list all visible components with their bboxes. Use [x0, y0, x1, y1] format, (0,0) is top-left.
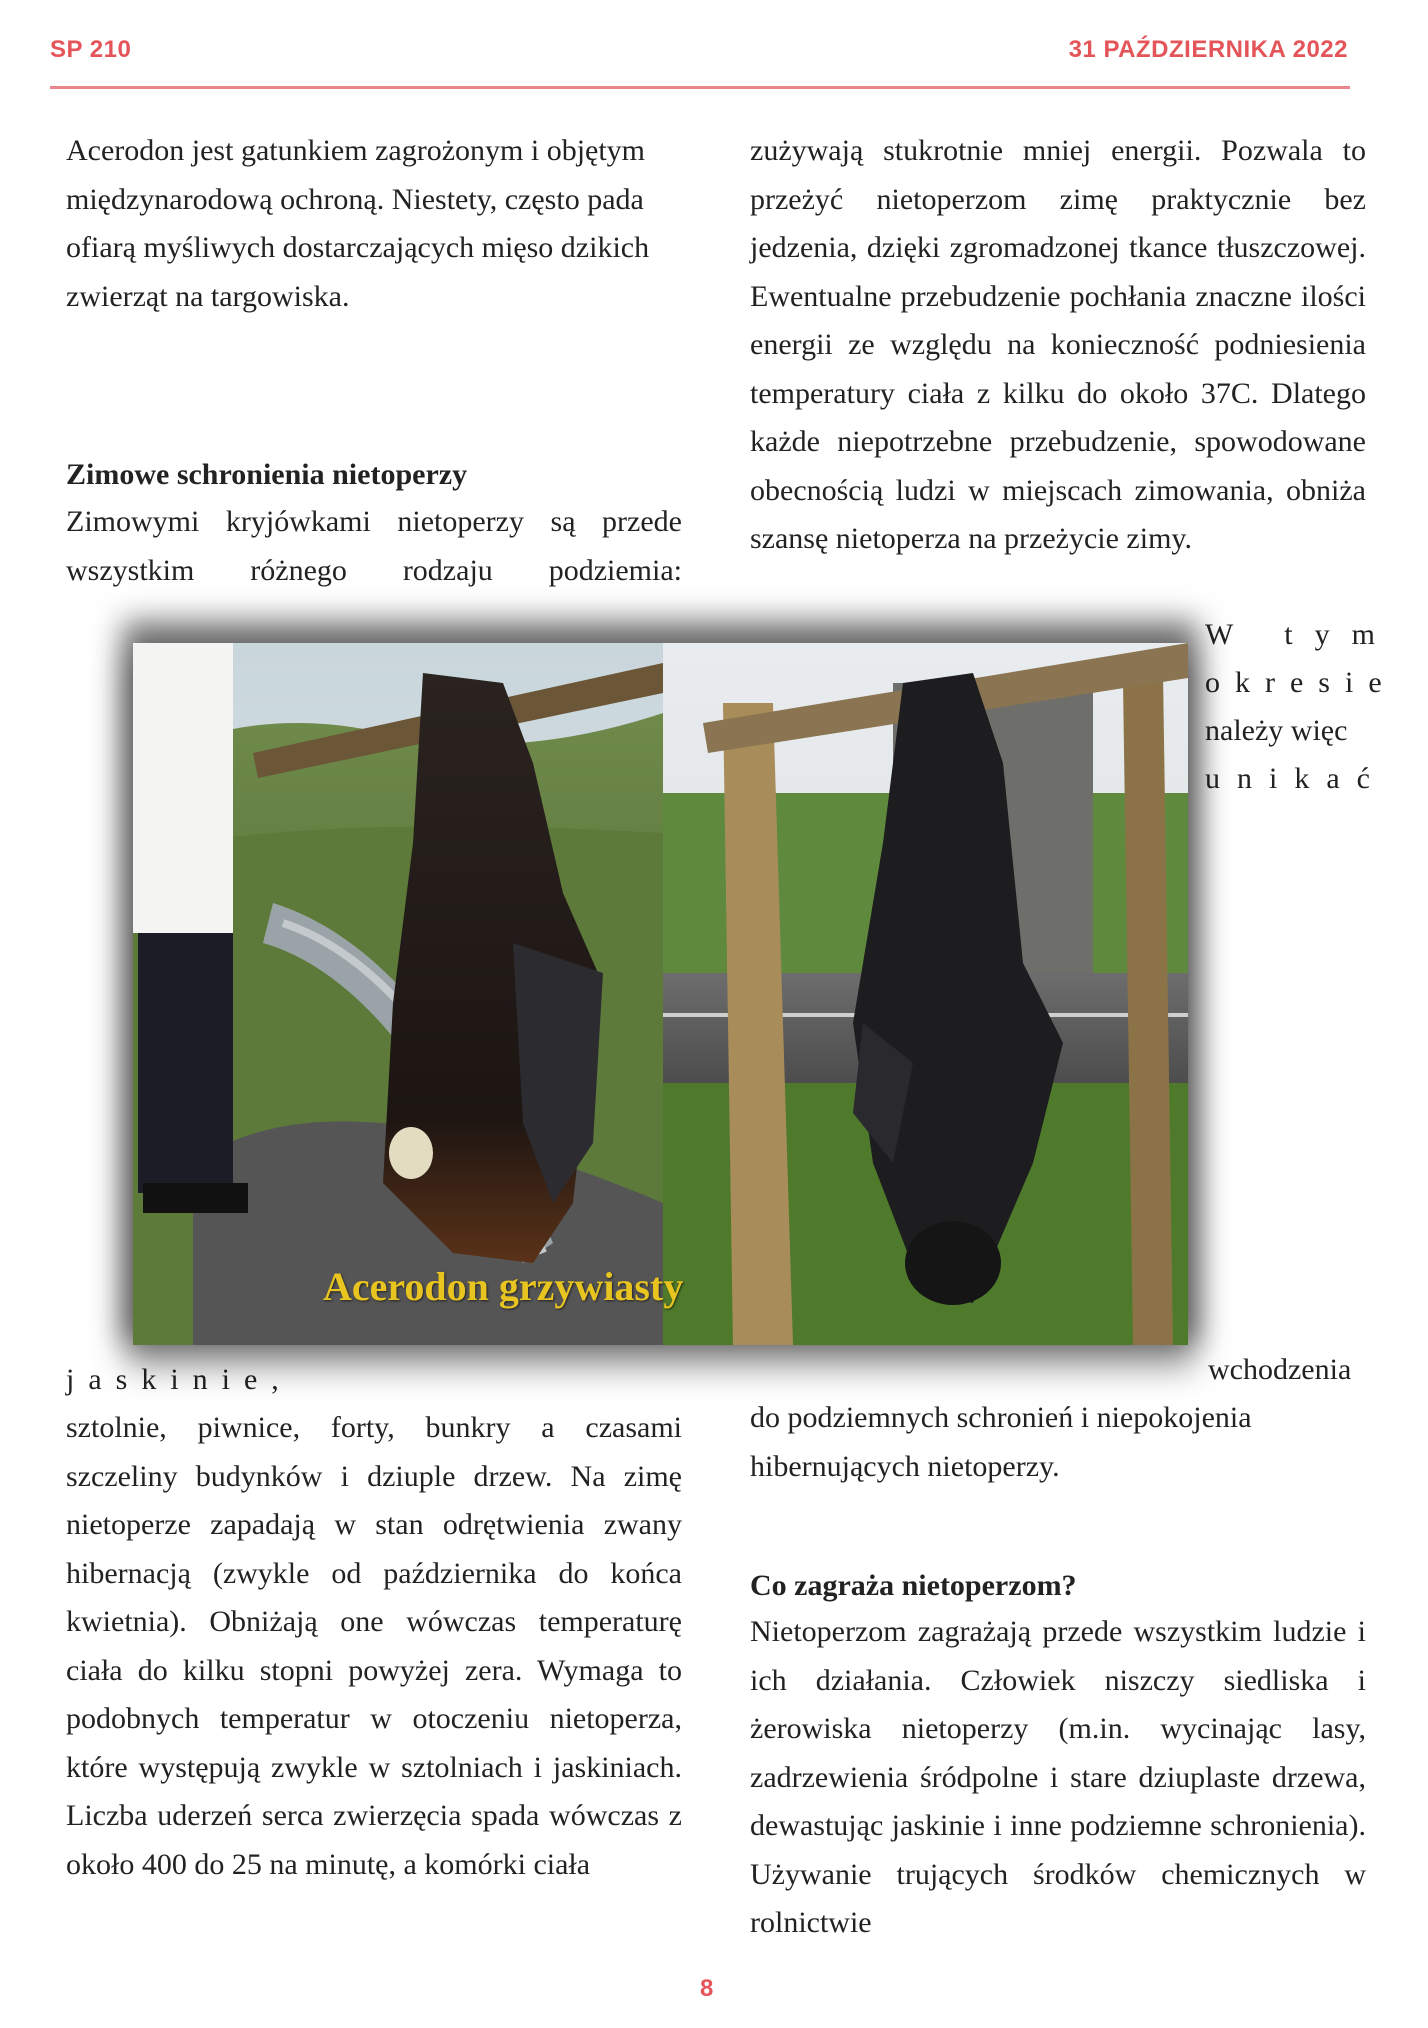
energy-paragraph: zużywają stukrotnie mniej energii. Pozwala to przeżyć nietoperzom zimę praktycznie bez jedzenia, dzięki zgromadzonej tkance tłuszczowej. Ewentualne przebudzenie pochłania znaczne ilości energii ze względu na konieczność podniesienia temperatury ciała z kilku do około 37C. Dlatego każde niepotrzebne przebudzenie, spowodowane obecnością ludzi w miejscach zimowania, obniża szansę nietoperza na przeżycie zimy.: [750, 134, 1366, 555]
intro-paragraph: Acerodon jest gatunkiem zagrożonym i objętym międzynarodową ochroną. Niestety, często pada ofiarą myśliwych dostarczających mięso dzikich zwierząt na targowiska.: [66, 134, 650, 313]
section-heading-winter-shelters: Zimowe schronienia nietoperzy: [66, 458, 468, 491]
header-left: SP 210: [50, 36, 132, 63]
header-divider: [50, 86, 1350, 89]
wrap-text-line-1: W tym: [1205, 618, 1397, 651]
wrap-text-line-4: unikać: [1205, 762, 1387, 795]
threats-paragraph: Nietoperzom zagrażają przede wszystkim ludzie i ich działania. Człowiek niszczy siedliska i żerowiska nietoperzy (m.in. wycinając lasy, zadrzewienia śródpolne i stare dziuplaste drzewa, dewastując jaskinie i inne podziemne schronienia). Używanie trujących środków chemicznych w rolnictwie: [750, 1615, 1366, 1939]
page-number: 8: [700, 1975, 714, 2002]
section-heading-threats: Co zagraża nietoperzom?: [750, 1569, 1077, 1602]
figure-caption: Acerodon grzywiasty: [323, 1264, 684, 1309]
bat-photo-illustration: [133, 643, 1188, 1345]
spaced-word-caves: jaskinie,: [66, 1363, 293, 1396]
avoid-disturbing-paragraph: do podziemnych schronień i niepokojenia hibernujących nietoperzy.: [750, 1401, 1252, 1483]
wrap-text-after-figure: wchodzenia: [1208, 1353, 1352, 1386]
bat-photo-figure: [133, 643, 1188, 1345]
wrap-text-line-2: okresie: [1205, 666, 1397, 699]
winter-shelters-paragraph-top: Zimowymi kryjówkami nietoperzy są przede wszystkim różnego rodzaju podziemia:: [66, 505, 682, 587]
hibernation-paragraph: sztolnie, piwnice, forty, bunkry a czasami szczeliny budynków i dziuple drzew. Na zimę nietoperze zapadają w stan odrętwienia zwany hibernacją (zwykle od października do końca kwietnia). Obniżają one wówczas temperaturę ciała do kilku stopni powyżej zera. Wymaga to podobnych temperatur w otoczeniu nietoperza, które występują zwykle w sztolniach i jaskiniach. Liczba uderzeń serca zwierzęcia spada wówczas z około 400 do 25 na minutę, a komórki ciała: [66, 1411, 682, 1881]
header-date: 31 PAŹDZIERNIKA 2022: [1068, 36, 1348, 63]
wrap-text-line-3: należy więc: [1205, 714, 1348, 747]
